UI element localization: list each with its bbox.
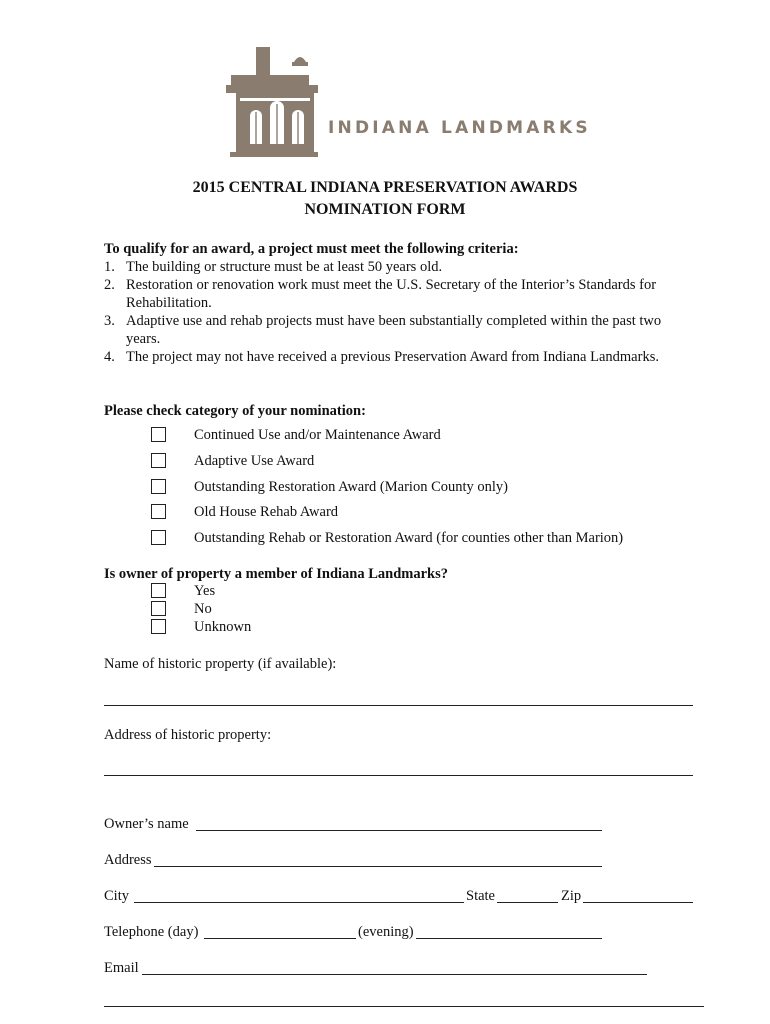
telephone-day-line[interactable] <box>204 938 356 939</box>
owner-name-label: Owner’s name <box>104 816 189 832</box>
property-address-label: Address of historic property: <box>104 727 272 743</box>
email-label: Email <box>104 960 139 976</box>
membership-checkbox-no[interactable] <box>151 601 166 616</box>
zip-label: Zip <box>561 888 582 904</box>
logo-wordmark: INDIANA LANDMARKS <box>328 118 591 138</box>
category-checkbox-outstanding-restoration[interactable] <box>151 479 166 494</box>
membership-label: No <box>194 601 212 617</box>
category-label: Outstanding Rehab or Restoration Award (for counties other than Marion) <box>194 530 624 546</box>
zip-line[interactable] <box>583 902 693 903</box>
form-title: 2015 CENTRAL INDIANA PRESERVATION AWARDS <box>192 179 578 196</box>
membership-checkbox-yes[interactable] <box>151 583 166 598</box>
category-checkbox-continued-use[interactable] <box>151 427 166 442</box>
owner-name-line[interactable] <box>196 830 602 831</box>
telephone-day-label: Telephone (day) <box>104 924 199 940</box>
category-label: Old House Rehab Award <box>194 504 339 520</box>
email-line[interactable] <box>142 974 647 975</box>
category-checkbox-rehab-other-counties[interactable] <box>151 530 166 545</box>
category-label: Outstanding Restoration Award (Marion County only) <box>194 479 509 495</box>
property-name-line[interactable] <box>104 705 693 706</box>
category-label: Continued Use and/or Maintenance Award <box>194 427 441 443</box>
indiana-landmarks-logo <box>226 44 586 162</box>
property-name-label: Name of historic property (if available): <box>104 656 337 672</box>
form-subtitle: NOMINATION FORM <box>304 201 466 218</box>
criteria-number: 3. <box>104 313 115 329</box>
membership-heading: Is owner of property a member of Indiana Landmarks? <box>104 566 448 582</box>
criteria-item-1: The building or structure must be at least 50 years old. <box>126 259 443 275</box>
state-label: State <box>466 888 495 904</box>
membership-label: Yes <box>194 583 216 599</box>
criteria-item-2: Restoration or renovation work must meet the U.S. Secretary of the Interior’s Standards for <box>126 277 657 293</box>
criteria-item-3: Adaptive use and rehab projects must have been substantially completed within the past two <box>126 313 662 329</box>
city-label: City <box>104 888 129 904</box>
category-checkbox-old-house-rehab[interactable] <box>151 504 166 519</box>
criteria-item-4: The project may not have received a previous Preservation Award from Indiana Landmarks. <box>126 349 659 365</box>
membership-checkbox-unknown[interactable] <box>151 619 166 634</box>
telephone-evening-line[interactable] <box>416 938 602 939</box>
category-checkbox-adaptive-use[interactable] <box>151 453 166 468</box>
criteria-number: 4. <box>104 349 115 365</box>
criteria-item-2-cont: Rehabilitation. <box>126 295 212 311</box>
criteria-number: 1. <box>104 259 115 275</box>
state-line[interactable] <box>497 902 558 903</box>
category-heading: Please check category of your nomination: <box>104 403 366 419</box>
criteria-number: 2. <box>104 277 115 293</box>
bottom-divider <box>104 1006 704 1007</box>
property-address-line[interactable] <box>104 775 693 776</box>
address-label: Address <box>104 852 152 868</box>
telephone-evening-label: (evening) <box>358 924 414 940</box>
criteria-item-3-cont: years. <box>126 331 161 347</box>
city-line[interactable] <box>134 902 464 903</box>
criteria-heading: To qualify for an award, a project must meet the following criteria: <box>104 241 519 257</box>
membership-label: Unknown <box>194 619 252 635</box>
address-line[interactable] <box>154 866 602 867</box>
category-label: Adaptive Use Award <box>194 453 315 469</box>
